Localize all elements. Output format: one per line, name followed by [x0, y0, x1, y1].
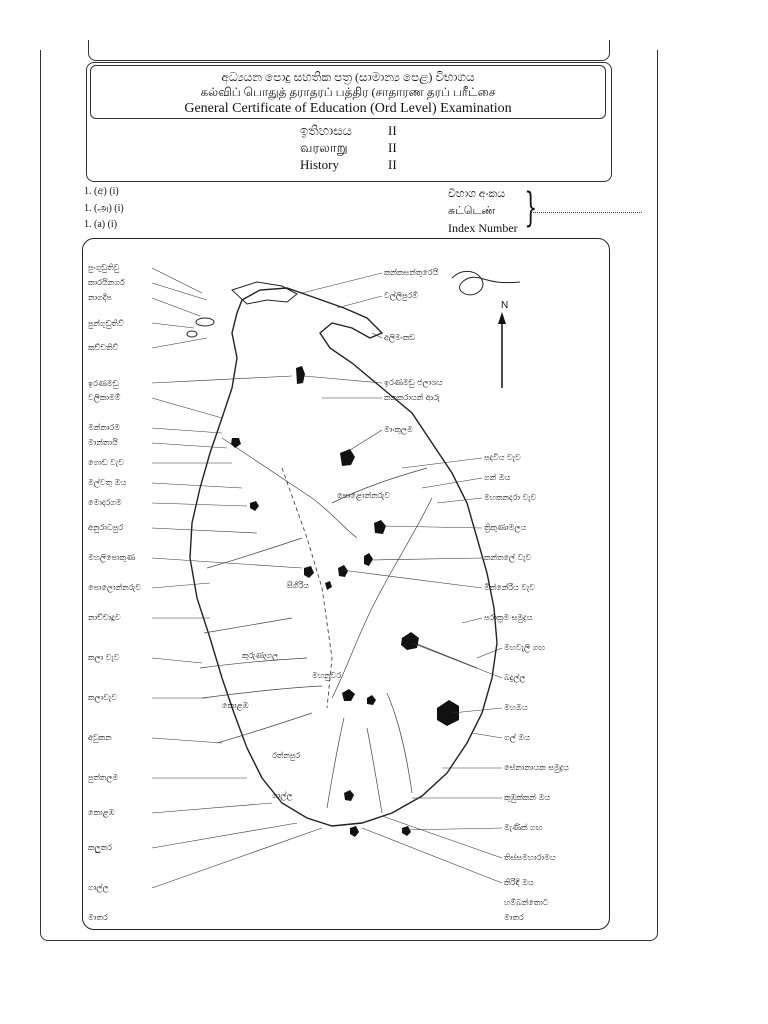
map-label: ගොඩ වැව: [88, 458, 125, 467]
island-kayts: [196, 318, 214, 326]
map-label: අලිමංකඩ: [384, 333, 416, 342]
paper-number-3: II: [388, 157, 397, 172]
map-label: නාච්චාදූව: [88, 613, 121, 622]
sri-lanka-map: [82, 238, 608, 928]
map-label: මින්නේරිය වැව: [484, 583, 536, 592]
map-label: කන්තලේ වැව: [484, 553, 532, 562]
tank-giants: [231, 438, 241, 448]
question-label-sinhala: 1. (අ) (i): [84, 186, 119, 197]
map-label: බදුල්ල: [504, 673, 526, 682]
map-label: ගාල්ල: [88, 883, 109, 892]
tank-iranamadu: [296, 366, 305, 384]
map-label: කොළඹ: [222, 701, 249, 710]
subject-tamil: வரலாறு: [300, 140, 348, 155]
map-label: මහලිපොකුණ: [88, 553, 136, 562]
map-label: සේනානායක සමුද්‍රය: [504, 763, 570, 772]
map-label: කච්චතිව්: [88, 343, 119, 352]
signature-icon: [452, 271, 520, 294]
map-label: ගාල්ල: [272, 791, 293, 800]
map-label: කලාවැව: [88, 693, 117, 702]
map-label: ගල් ඔය: [504, 733, 531, 742]
tank-parakrama: [364, 553, 373, 566]
paper-number-2: II: [388, 140, 397, 155]
map-label: අවුකන: [88, 733, 112, 742]
tank-minneriya: [338, 565, 348, 577]
map-label: ඉරණමඩු: [88, 379, 119, 388]
index-label-english: Index Number: [448, 221, 518, 235]
map-label: පොලොන්නරුව: [88, 583, 142, 592]
river-kirindi: [367, 728, 382, 813]
tank-udawalawe: [344, 790, 354, 801]
question-label-english: 1. (a) (i): [84, 219, 118, 230]
map-label: කනකරායන් ආරු: [384, 393, 440, 402]
map-label: මන්නාරම: [88, 423, 120, 432]
map-label: කොළඹ: [88, 808, 115, 817]
map-label: වල්ලිපුරම්: [384, 291, 418, 300]
map-label: කලා වැව: [88, 653, 120, 662]
map-label: සීගිරිය: [287, 581, 310, 590]
map-label: පරාක්‍රම සමුද්‍රය: [484, 613, 533, 622]
tank-victoria: [342, 689, 355, 701]
index-label-tamil: சுட்டெண்: [448, 205, 496, 217]
river-menik: [387, 693, 412, 793]
index-number-field[interactable]: [530, 212, 642, 213]
tank-kantale: [374, 520, 386, 534]
map-label: ත්‍රිකුණාමලය: [484, 523, 527, 532]
map-label: රත්නපුර: [272, 751, 301, 760]
map-label: වලිකාමම්: [88, 393, 121, 402]
map-label: මාතර: [504, 913, 524, 922]
paper-numbers: [388, 122, 397, 173]
map-label: නාගදීප: [88, 293, 112, 302]
question-label-tamil: 1. (அ) (i): [84, 203, 124, 214]
brace-icon: }: [524, 185, 538, 231]
island-outline: [190, 288, 497, 826]
tank-lunugamvehera: [402, 826, 411, 836]
map-label: මහනුවර: [312, 671, 342, 680]
map-label: අනුරාධපුර: [88, 523, 124, 532]
exam-title-box: [90, 65, 606, 119]
tank-padaviya: [340, 449, 355, 466]
tank-nachchaduwa: [250, 501, 259, 511]
map-label: හම්බන්තොට: [504, 898, 549, 907]
map-label: පුත්තලම: [88, 773, 119, 782]
map-label: පොළොන්නරුව: [337, 491, 391, 500]
index-number-labels: [448, 186, 518, 237]
river-kelani: [202, 686, 322, 698]
map-label: කිරිඳි ඔය: [504, 878, 534, 887]
map-label: පුන්ගුඩුතිව්: [88, 319, 124, 328]
subject-names: [300, 122, 352, 173]
north-arrow-icon: [498, 312, 506, 388]
title-sinhala: අධ්‍යයන පොදු සහතික පත්‍ර (සාමාන්‍ය පෙළ) විභාගය: [221, 70, 475, 84]
tanks: [231, 366, 459, 837]
north-label: N: [501, 300, 509, 311]
tank-maduru: [437, 700, 459, 726]
index-label-sinhala: විභාග අංකය: [448, 188, 506, 200]
title-tamil: கல்விப் பொதுத் தராதரப் பத்திர (சாதாரண தரப் பரீட்சை: [200, 85, 496, 99]
map-label: මාතර: [88, 913, 108, 922]
map-label: ගන් ඔය: [484, 473, 511, 482]
map-label: කුඹුක්කන් ඔය: [504, 793, 551, 802]
tank-kalawewa: [304, 566, 314, 578]
map-label: මහඔය: [504, 703, 528, 712]
river-walawe: [327, 718, 344, 808]
tank-rajanganaya: [325, 581, 332, 590]
map-label: ඉරණමඩු ජලාශය: [384, 378, 443, 387]
map-label: කන්කසන්තුරෙයි: [384, 268, 439, 277]
map-label: මොදරගම: [88, 498, 122, 507]
map-label: මැණික් ගඟ: [504, 823, 543, 832]
title-english: General Certificate of Education (Ord Level) Examination: [184, 101, 512, 116]
tank-randenigala: [367, 695, 376, 705]
map-labels-right: [384, 267, 569, 922]
map-label: මහවැලි ගඟ: [504, 643, 546, 652]
map-label: පදවිය වැව: [484, 453, 521, 462]
map-label: පුංගුඩුතිවු: [88, 263, 120, 272]
map-label: මාංකුලම: [384, 425, 413, 434]
river-deduru: [204, 618, 292, 633]
map-label: මාන්තායි: [88, 438, 118, 447]
map-label: කාරයිනගර්: [88, 278, 125, 287]
tank-senanayake: [401, 632, 419, 650]
map-labels-left: [87, 263, 141, 922]
subject-sinhala: ඉතිහාසය: [300, 123, 352, 138]
map-label: මල්වතු ඔය: [88, 478, 127, 487]
tank-weerawila: [350, 826, 359, 837]
map-label: කලුතර: [88, 843, 112, 852]
river-kala: [207, 538, 302, 568]
subject-english: History: [300, 157, 339, 172]
river-kalu: [217, 713, 312, 743]
map-label: කුරුණෑගල: [242, 651, 279, 660]
paper-number-1: II: [388, 123, 397, 138]
island-delft: [187, 331, 197, 337]
map-label: මහකනදරා වැව: [484, 493, 537, 502]
leader-lines: [152, 268, 502, 888]
map-label: තිස්සමහාරාමය: [504, 853, 556, 862]
